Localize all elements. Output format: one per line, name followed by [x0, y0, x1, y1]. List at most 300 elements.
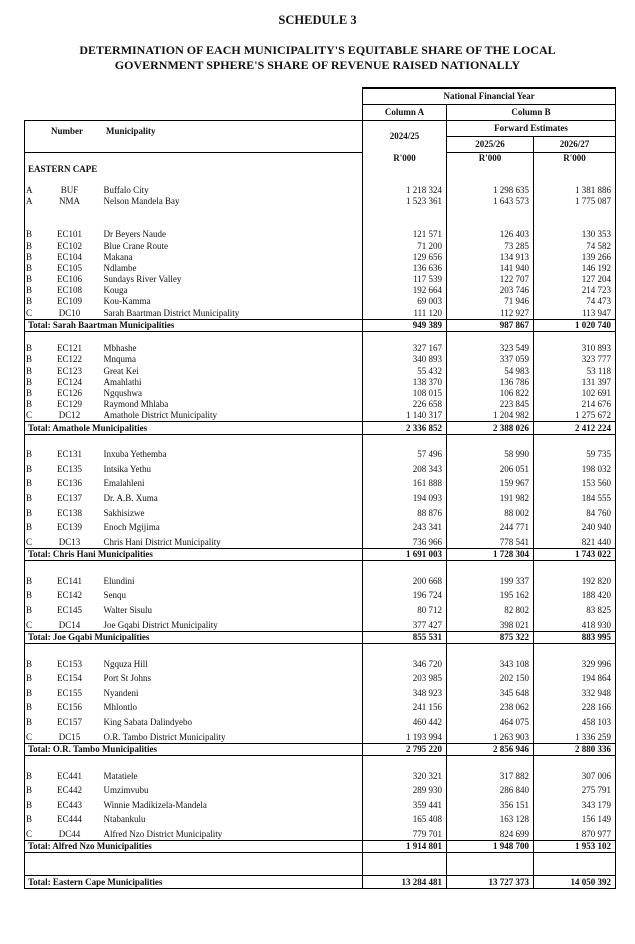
spacer-row	[25, 561, 616, 573]
province-label: EASTERN CAPE	[25, 164, 363, 175]
value-2025-26: 163 128	[447, 811, 534, 826]
value-2024-25: 346 720	[363, 655, 447, 670]
municipality-name: Ntabankulu	[101, 811, 363, 826]
total-value: 1 728 304	[447, 548, 534, 560]
value-2026-27: 194 864	[534, 670, 616, 685]
value-2025-26: 244 771	[447, 519, 534, 534]
municipality-row	[25, 796, 616, 811]
municipality-name: Winnie Madikizela-Mandela	[101, 796, 363, 811]
value-2026-27: 240 940	[534, 519, 616, 534]
category-code: B	[25, 811, 45, 826]
total-label: Total: Sarah Baartman Municipalities	[25, 319, 363, 331]
municipality-name: Intsika Yethu	[101, 460, 363, 475]
value-2025-26: 323 549	[447, 343, 534, 354]
municipality-row	[25, 229, 616, 240]
unit-label: R'000	[363, 153, 447, 165]
municipality-row	[25, 343, 616, 354]
spacer-row	[25, 434, 616, 446]
value-2026-27: 192 820	[534, 572, 616, 587]
municipality-name: Alfred Nzo District Municipality	[101, 825, 363, 840]
value-2024-25: 203 985	[363, 670, 447, 685]
value-2025-26: 238 062	[447, 699, 534, 714]
value-2026-27: 870 977	[534, 825, 616, 840]
municipality-row	[25, 811, 616, 826]
municipality-row	[25, 572, 616, 587]
value-2025-26: 824 699	[447, 825, 534, 840]
total-value: 1 743 022	[534, 548, 616, 560]
value-2026-27: 102 691	[534, 388, 616, 399]
category-code: C	[25, 728, 45, 743]
category-code: B	[25, 782, 45, 797]
municipality-row	[25, 616, 616, 631]
municipality-row	[25, 285, 616, 296]
spacer-row	[25, 218, 616, 229]
value-2026-27: 153 560	[534, 475, 616, 490]
value-2024-25: 194 093	[363, 489, 447, 504]
total-value: 1 691 003	[363, 548, 447, 560]
value-2024-25: 320 321	[363, 767, 447, 782]
value-2026-27: 139 266	[534, 252, 616, 263]
municipality-code: EC139	[56, 522, 82, 533]
value-2026-27: 275 791	[534, 782, 616, 797]
value-2026-27: 228 166	[534, 699, 616, 714]
category-code: B	[25, 796, 45, 811]
municipality-code: EC157	[56, 716, 82, 727]
value-2026-27: 113 947	[534, 307, 616, 319]
category-code: B	[25, 296, 45, 307]
value-2026-27: 127 204	[534, 274, 616, 285]
value-2026-27: 198 032	[534, 460, 616, 475]
value-2026-27: 310 893	[534, 343, 616, 354]
total-value: 2 880 336	[534, 743, 616, 755]
value-2026-27: 458 103	[534, 713, 616, 728]
spacer-row	[25, 853, 616, 865]
value-2024-25: 359 441	[363, 796, 447, 811]
province-row	[25, 164, 616, 175]
group-total-row	[25, 548, 616, 560]
value-2025-26: 136 786	[447, 377, 534, 388]
municipality-name: Ngqushwa	[101, 388, 363, 399]
municipality-name: Amathole District Municipality	[101, 410, 363, 422]
total-value: 949 389	[363, 319, 447, 331]
municipality-row	[25, 587, 616, 602]
value-2024-25: 226 658	[363, 399, 447, 410]
municipality-row	[25, 601, 616, 616]
category-code: B	[25, 475, 45, 490]
value-2024-25: 200 668	[363, 572, 447, 587]
total-label: Total: Alfred Nzo Municipalities	[25, 840, 363, 852]
municipality-row	[25, 767, 616, 782]
value-2024-25: 129 656	[363, 252, 447, 263]
value-2024-25: 161 888	[363, 475, 447, 490]
value-2024-25: 117 539	[363, 274, 447, 285]
total-value: 14 050 392	[534, 876, 616, 888]
category-code: B	[25, 343, 45, 354]
municipality-code: EC443	[56, 799, 82, 810]
value-2026-27: 821 440	[534, 533, 616, 548]
municipality-code: EC145	[56, 605, 82, 615]
value-2025-26: 203 746	[447, 285, 534, 296]
municipality-name: Mhlontlo	[101, 699, 363, 714]
municipality-name: Amahlathi	[101, 377, 363, 388]
category-code: B	[25, 229, 45, 240]
municipality-name: O.R. Tambo District Municipality	[101, 728, 363, 743]
municipality-name: King Sabata Dalindyebo	[101, 713, 363, 728]
total-value: 987 867	[447, 319, 534, 331]
municipality-row	[25, 519, 616, 534]
value-2024-25: 88 876	[363, 504, 447, 519]
value-2026-27: 74 473	[534, 296, 616, 307]
value-2025-26: 317 882	[447, 767, 534, 782]
value-2025-26: 106 822	[447, 388, 534, 399]
number-municipality-header	[25, 121, 363, 137]
municipality-row	[25, 728, 616, 743]
unit-row	[25, 153, 616, 165]
year-2025-26-header: 2025/26	[447, 137, 534, 153]
municipality-row	[25, 699, 616, 714]
municipality-row	[25, 504, 616, 519]
header-row-1	[25, 88, 616, 105]
value-2024-25: 377 427	[363, 616, 447, 631]
value-2025-26: 1 263 903	[447, 728, 534, 743]
category-code: B	[25, 354, 45, 365]
value-2026-27: 329 996	[534, 655, 616, 670]
total-value: 1 953 102	[534, 840, 616, 852]
municipality-row	[25, 399, 616, 410]
category-code: B	[25, 365, 45, 376]
total-label: Total: O.R. Tambo Municipalities	[25, 743, 363, 755]
value-2024-25: 108 015	[363, 388, 447, 399]
year-2026-27-header: 2026/27	[534, 137, 616, 153]
municipality-name: Great Kei	[101, 365, 363, 376]
municipality-code: EC109	[56, 296, 82, 307]
value-2025-26: 82 802	[447, 601, 534, 616]
value-2026-27: 214 723	[534, 285, 616, 296]
total-value: 855 531	[363, 631, 447, 643]
municipality-code: DC44	[58, 828, 81, 839]
value-2026-27: 1 275 672	[534, 410, 616, 422]
value-2026-27: 214 676	[534, 399, 616, 410]
category-code: C	[25, 616, 45, 631]
value-2026-27: 1 336 259	[534, 728, 616, 743]
group-total-row	[25, 631, 616, 643]
spacer-row	[25, 864, 616, 876]
value-2025-26: 122 707	[447, 274, 534, 285]
municipality-code: EC123	[56, 365, 82, 376]
value-2026-27: 1 775 087	[534, 196, 616, 207]
municipality-row	[25, 446, 616, 461]
municipality-name: Matatiele	[101, 767, 363, 782]
municipality-code: DC10	[58, 307, 81, 318]
value-2025-26: 159 967	[447, 475, 534, 490]
value-2024-25: 243 341	[363, 519, 447, 534]
municipality-name: Senqu	[101, 587, 363, 602]
municipality-row	[25, 410, 616, 422]
total-label: Total: Amathole Municipalities	[25, 422, 363, 434]
value-2026-27: 53 118	[534, 365, 616, 376]
value-2025-26: 464 075	[447, 713, 534, 728]
group-total-row	[25, 743, 616, 755]
municipality-row	[25, 196, 616, 207]
municipality-row	[25, 533, 616, 548]
category-code: B	[25, 684, 45, 699]
municipality-name: Blue Crane Route	[101, 240, 363, 251]
value-2025-26: 202 150	[447, 670, 534, 685]
value-2024-25: 460 442	[363, 713, 447, 728]
value-2025-26: 778 541	[447, 533, 534, 548]
value-2025-26: 54 983	[447, 365, 534, 376]
value-2025-26: 223 845	[447, 399, 534, 410]
value-2026-27: 156 149	[534, 811, 616, 826]
municipality-name: Inxuba Yethemba	[101, 446, 363, 461]
municipality-code: EC124	[56, 376, 82, 387]
value-2025-26: 1 298 635	[447, 184, 534, 195]
total-value: 13 284 481	[363, 876, 447, 888]
municipality-row	[25, 475, 616, 490]
value-2025-26: 58 990	[447, 446, 534, 461]
municipality-code: DC13	[58, 536, 81, 547]
category-code: B	[25, 587, 45, 602]
municipality-header: Municipality	[106, 125, 156, 136]
value-2025-26: 1 643 573	[447, 196, 534, 207]
municipality-row	[25, 365, 616, 376]
value-2024-25: 208 343	[363, 460, 447, 475]
municipality-code: EC129	[56, 399, 82, 410]
column-b-header: Column B	[447, 105, 616, 121]
value-2025-26: 206 051	[447, 460, 534, 475]
municipality-code: EC104	[56, 251, 82, 262]
column-a-header: Column A	[363, 105, 447, 121]
value-2026-27: 418 930	[534, 616, 616, 631]
municipality-name: Walter Sisulu	[101, 601, 363, 616]
municipality-code: EC137	[56, 493, 82, 504]
value-2024-25: 1 193 994	[363, 728, 447, 743]
value-2025-26: 343 108	[447, 655, 534, 670]
municipality-name: Ngquza Hill	[101, 655, 363, 670]
spacer-row	[25, 755, 616, 767]
unit-label: R'000	[447, 153, 534, 165]
value-2025-26: 112 927	[447, 307, 534, 319]
municipality-code: EC102	[56, 240, 82, 251]
value-2024-25: 289 930	[363, 782, 447, 797]
value-2024-25: 241 156	[363, 699, 447, 714]
municipality-code: EC131	[56, 449, 82, 460]
municipality-code: EC141	[56, 575, 82, 586]
header-row-3	[25, 121, 616, 137]
total-value: 875 322	[447, 631, 534, 643]
total-value: 2 336 852	[363, 422, 447, 434]
year-2024-25-header: 2024/25	[363, 121, 447, 153]
municipality-code: EC442	[56, 785, 82, 796]
value-2025-26: 134 913	[447, 252, 534, 263]
category-code: B	[25, 252, 45, 263]
unit-label: R'000	[534, 153, 616, 165]
value-2026-27: 188 420	[534, 587, 616, 602]
value-2024-25: 136 636	[363, 263, 447, 274]
value-2026-27: 184 555	[534, 489, 616, 504]
forward-estimates-header: Forward Estimates	[447, 121, 616, 137]
value-2026-27: 84 760	[534, 504, 616, 519]
spacer-row	[25, 643, 616, 655]
municipality-code: EC138	[56, 507, 82, 518]
municipality-row	[25, 388, 616, 399]
value-2026-27: 307 006	[534, 767, 616, 782]
municipality-code: BUF	[60, 184, 79, 195]
header-row-4	[25, 137, 616, 153]
value-2024-25: 1 140 317	[363, 410, 447, 422]
value-2026-27: 323 777	[534, 354, 616, 365]
category-code: B	[25, 399, 45, 410]
category-code: B	[25, 519, 45, 534]
municipality-row	[25, 460, 616, 475]
municipality-code: EC136	[56, 478, 82, 489]
municipality-row	[25, 825, 616, 840]
value-2025-26: 356 151	[447, 796, 534, 811]
category-code: B	[25, 388, 45, 399]
value-2024-25: 55 432	[363, 365, 447, 376]
spacer-row	[25, 207, 616, 218]
municipality-row	[25, 240, 616, 251]
municipality-code: EC444	[56, 814, 82, 825]
value-2025-26: 195 162	[447, 587, 534, 602]
value-2025-26: 337 059	[447, 354, 534, 365]
value-2024-25: 69 003	[363, 296, 447, 307]
value-2025-26: 286 840	[447, 782, 534, 797]
value-2026-27: 343 179	[534, 796, 616, 811]
spacer-row	[25, 331, 616, 343]
category-code: B	[25, 274, 45, 285]
municipality-row	[25, 670, 616, 685]
value-2026-27: 83 825	[534, 601, 616, 616]
municipality-code: EC155	[56, 687, 82, 698]
total-value: 1 020 740	[534, 319, 616, 331]
municipality-name: Mnquma	[101, 354, 363, 365]
category-code: A	[25, 184, 45, 195]
municipality-code: EC142	[56, 590, 82, 601]
municipality-code: EC126	[56, 387, 82, 398]
total-value: 2 388 026	[447, 422, 534, 434]
total-label: Total: Chris Hani Municipalities	[25, 548, 363, 560]
municipality-name: Kou-Kamma	[101, 296, 363, 307]
category-code: B	[25, 572, 45, 587]
spacer-row	[25, 175, 616, 184]
municipality-code: EC101	[56, 229, 82, 240]
total-value: 1 914 801	[363, 840, 447, 852]
value-2024-25: 165 408	[363, 811, 447, 826]
value-2024-25: 340 893	[363, 354, 447, 365]
municipality-name: Nyandeni	[101, 684, 363, 699]
municipality-row	[25, 684, 616, 699]
category-code: B	[25, 655, 45, 670]
equitable-share-table	[24, 87, 616, 889]
total-value: 883 995	[534, 631, 616, 643]
category-code: B	[25, 285, 45, 296]
municipality-name: Sarah Baartman District Municipality	[101, 307, 363, 319]
municipality-name: Enoch Mgijima	[101, 519, 363, 534]
municipality-row	[25, 782, 616, 797]
category-code: C	[25, 307, 45, 319]
value-2026-27: 1 381 886	[534, 184, 616, 195]
value-2026-27: 59 735	[534, 446, 616, 461]
municipality-code: EC106	[56, 274, 82, 285]
municipality-name: Sakhisizwe	[101, 504, 363, 519]
total-value: 2 412 224	[534, 422, 616, 434]
value-2024-25: 192 664	[363, 285, 447, 296]
municipality-name: Chris Hani District Municipality	[101, 533, 363, 548]
municipality-name: Dr. A.B. Xuma	[101, 489, 363, 504]
national-financial-year-header: National Financial Year	[363, 88, 616, 105]
municipality-code: EC135	[56, 463, 82, 474]
value-2025-26: 141 940	[447, 263, 534, 274]
municipality-code: EC156	[56, 702, 82, 713]
value-2025-26: 199 337	[447, 572, 534, 587]
value-2024-25: 1 218 324	[363, 184, 447, 195]
value-2025-26: 88 002	[447, 504, 534, 519]
municipality-name: Emalahleni	[101, 475, 363, 490]
municipality-row	[25, 489, 616, 504]
category-code: B	[25, 670, 45, 685]
municipality-code: DC12	[58, 410, 81, 421]
value-2026-27: 146 192	[534, 263, 616, 274]
category-code: A	[25, 196, 45, 207]
category-code: B	[25, 263, 45, 274]
value-2024-25: 736 966	[363, 533, 447, 548]
municipality-name: Sundays River Valley	[101, 274, 363, 285]
schedule-title: SCHEDULE 3	[278, 13, 357, 27]
municipality-row	[25, 252, 616, 263]
municipality-name: Mbhashe	[101, 343, 363, 354]
value-2025-26: 345 648	[447, 684, 534, 699]
municipality-code: DC14	[58, 619, 81, 630]
value-2025-26: 73 285	[447, 240, 534, 251]
grand-total-row	[25, 876, 616, 888]
municipality-name: Ndlambe	[101, 263, 363, 274]
municipality-row	[25, 655, 616, 670]
total-value: 13 727 373	[447, 876, 534, 888]
municipality-code: EC121	[56, 343, 82, 354]
municipality-name: Kouga	[101, 285, 363, 296]
category-code: C	[25, 825, 45, 840]
municipality-row	[25, 354, 616, 365]
municipality-name: Umzimvubu	[101, 782, 363, 797]
total-label: Total: Eastern Cape Municipalities	[25, 876, 363, 888]
municipality-code: EC122	[56, 354, 82, 365]
value-2026-27: 131 397	[534, 377, 616, 388]
total-value: 2 856 946	[447, 743, 534, 755]
value-2025-26: 1 204 982	[447, 410, 534, 422]
category-code: B	[25, 504, 45, 519]
value-2025-26: 71 946	[447, 296, 534, 307]
municipality-row	[25, 307, 616, 319]
category-code: B	[25, 240, 45, 251]
value-2024-25: 196 724	[363, 587, 447, 602]
municipality-name: Makana	[101, 252, 363, 263]
value-2025-26: 398 021	[447, 616, 534, 631]
category-code: B	[25, 713, 45, 728]
value-2024-25: 138 370	[363, 377, 447, 388]
municipality-row	[25, 377, 616, 388]
municipality-name: Nelson Mandela Bay	[101, 196, 363, 207]
header-row-2	[25, 105, 616, 121]
municipality-code: EC153	[56, 658, 82, 669]
value-2024-25: 327 167	[363, 343, 447, 354]
value-2024-25: 348 923	[363, 684, 447, 699]
value-2026-27: 130 353	[534, 229, 616, 240]
category-code: C	[25, 410, 45, 422]
group-total-row	[25, 422, 616, 434]
municipality-code: DC15	[58, 731, 81, 742]
municipality-row	[25, 263, 616, 274]
